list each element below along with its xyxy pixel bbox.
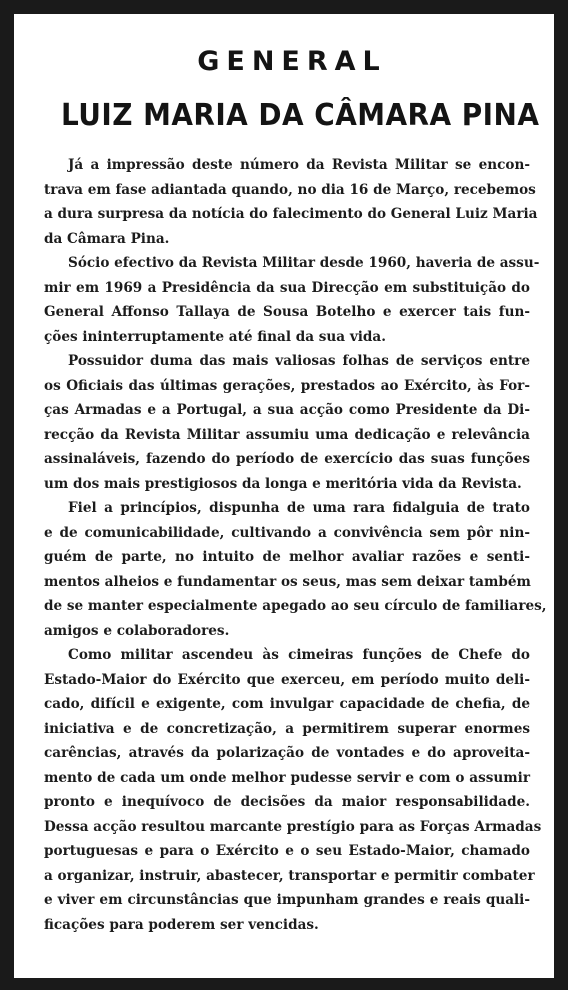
text-line: iniciativa e de concretização, a permitirem superar enormes xyxy=(44,720,530,737)
text-line: um dos mais prestigiosos da longa e meritória vida da Revista. xyxy=(44,475,522,492)
obituary-text xyxy=(44,153,547,937)
text-line: a organizar, instruir, abastecer, transportar e permitir combater xyxy=(44,867,535,884)
text-line: mento de cada um onde melhor pudesse servir e com o assumir xyxy=(44,769,530,786)
text-line: recção da Revista Militar assumiu uma dedicação e relevância xyxy=(44,426,530,443)
text-line: trava em fase adiantada quando, no dia 16 de Março, recebemos xyxy=(44,181,536,198)
title-name: LUIZ MARIA DA CÂMARA PINA xyxy=(61,98,540,133)
text-line: Dessa acção resultou marcante prestígio para as Forças Armadas xyxy=(44,818,542,835)
text-line: mentos alheios e fundamentar os seus, mas sem deixar também xyxy=(44,573,531,590)
text-line: portuguesas e para o Exército e o seu Estado-Maior, chamado xyxy=(44,843,530,859)
text-line: e viver em circunstâncias que impunham grandes e reais quali- xyxy=(44,892,530,908)
text-line: de se manter especialmente apegado ao seu círculo de familiares, xyxy=(44,598,547,614)
title-rank: GENERAL xyxy=(197,46,387,77)
paragraph xyxy=(44,496,547,643)
paragraph xyxy=(44,643,542,937)
text-line: guém de parte, no intuito de melhor avaliar razões e senti- xyxy=(44,549,530,565)
text-line: mir em 1969 a Presidência da sua Direcção em substituição do xyxy=(44,279,530,296)
document-page xyxy=(14,14,554,978)
paragraph xyxy=(44,251,540,349)
text-line: e de comunicabilidade, cultivando a convivência sem pôr nin- xyxy=(44,524,530,541)
text-line: Estado-Maior do Exército que exerceu, em período muito deli- xyxy=(44,671,530,688)
text-line: cado, difícil e exigente, com invulgar capacidade de chefia, de xyxy=(44,696,530,712)
text-line: Já a impressão deste número da Revista Militar se encon- xyxy=(68,157,530,173)
text-line: da Câmara Pina. xyxy=(44,230,170,247)
text-line: Fiel a princípios, dispunha de uma rara fidalguia de trato xyxy=(68,500,530,516)
paragraph xyxy=(44,349,530,496)
text-line: ções ininterruptamente até final da sua vida. xyxy=(44,328,386,345)
text-line: a dura surpresa da notícia do falecimento do General Luiz Maria xyxy=(44,206,538,222)
paragraph xyxy=(44,153,538,251)
text-line: os Oficiais das últimas gerações, prestados ao Exército, às For- xyxy=(44,377,530,394)
text-line: ficações para poderem ser vencidas. xyxy=(44,916,319,933)
text-line: ças Armadas e a Portugal, a sua acção como Presidente da Di- xyxy=(44,402,530,418)
text-line: General Affonso Tallaya de Sousa Botelho e exercer tais fun- xyxy=(44,304,530,320)
text-line: pronto e inequívoco de decisões da maior responsabilidade. xyxy=(44,794,530,810)
text-line: Possuidor duma das mais valiosas folhas de serviços entre xyxy=(68,353,530,369)
text-line: Sócio efectivo da Revista Militar desde 1960, haveria de assu- xyxy=(68,255,540,271)
text-line: carências, através da polarização de vontades e do aproveita- xyxy=(44,745,530,761)
text-line: amigos e colaboradores. xyxy=(44,622,230,639)
text-line: Como militar ascendeu às cimeiras funções de Chefe do xyxy=(68,647,530,663)
text-line: assinaláveis, fazendo do período de exercício das suas funções xyxy=(44,451,530,467)
